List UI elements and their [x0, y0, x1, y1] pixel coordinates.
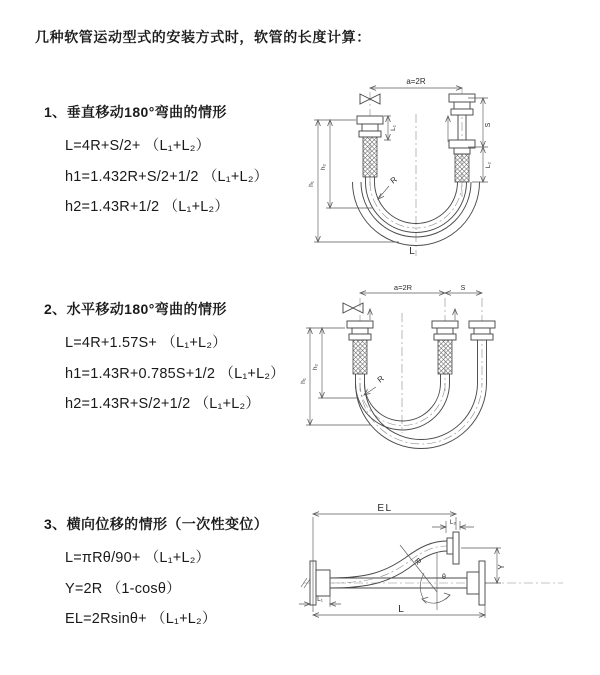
flange	[347, 321, 373, 328]
dim-label-h2: h₂	[320, 163, 327, 171]
dim-label-theta: θ	[442, 574, 446, 581]
section-1-heading: 1、垂直移动180°弯曲的情形	[44, 104, 227, 120]
page-title: 几种软管运动型式的安装方式时，软管的长度计算：	[35, 29, 371, 45]
dimensions	[300, 283, 482, 425]
section-3-heading: 3、横向位移的情形（一次性变位）	[44, 516, 269, 532]
dim-label-a2r: a=2R	[393, 283, 413, 292]
dim-label-length: L	[398, 604, 404, 615]
braided-hose-section	[353, 340, 367, 374]
formula-length: L=4R+1.57S+ （L₁+L₂）	[65, 335, 227, 351]
formula-h2: h2=1.43R+1/2 （L₁+L₂）	[65, 199, 230, 215]
dim-label-l1: L₁	[317, 596, 323, 603]
flange	[447, 538, 453, 554]
dim-label-radius: R	[412, 556, 424, 567]
dim-label-radius: R	[375, 373, 386, 385]
formula-el: EL=2Rsinθ+ （L₁+L₂）	[65, 611, 217, 627]
dim-label-h1: h₁	[308, 181, 315, 187]
formula-h1: h1=1.43R+0.785S+1/2 （L₁+L₂）	[65, 365, 285, 382]
formula-h1: h1=1.432R+S/2+1/2 （L₁+L₂）	[65, 168, 269, 185]
section-lateral-displacement	[44, 514, 314, 635]
dim-label-h2: h₂	[312, 363, 319, 371]
dim-label-y: Y	[497, 564, 506, 570]
hose-geometry	[301, 532, 485, 605]
dim-label-s: S	[485, 122, 492, 128]
section-1-formulas	[65, 131, 314, 223]
diagram-lateral-displacement	[295, 500, 590, 660]
dim-label-a2r: a=2R	[406, 77, 426, 86]
dim-label-l1: L₁	[390, 125, 397, 131]
section-vertical-bend	[44, 102, 314, 223]
formula-h2: h2=1.43R+S/2+1/2 （L₁+L₂）	[65, 396, 261, 412]
formula-y: Y=2R （1-cosθ）	[65, 580, 181, 597]
centerlines	[360, 298, 482, 444]
formula-length: L=πRθ/90+ （L₁+L₂）	[65, 550, 211, 566]
hose-geometry	[343, 303, 495, 449]
centerlines	[370, 88, 462, 256]
dim-label-el: EL	[377, 503, 393, 514]
dim-label-h1: h₁	[300, 378, 307, 384]
dimensions	[299, 503, 506, 618]
braided-hose-section	[363, 137, 377, 177]
section-2-heading: 2、水平移动180°弯曲的情形	[44, 301, 227, 317]
diagram-vertical-bend	[300, 70, 570, 268]
section-2-formulas	[65, 328, 314, 420]
flange	[469, 321, 495, 328]
valve-icon	[343, 303, 363, 313]
braided-hose-section	[455, 154, 469, 182]
section-horizontal-bend	[44, 299, 314, 420]
flange	[432, 321, 458, 328]
dim-label-s: S	[460, 285, 466, 292]
braided-hose-section	[438, 340, 452, 374]
diagram-horizontal-bend	[295, 283, 585, 458]
dim-label-radius: R	[388, 174, 399, 186]
formula-length: L=4R+S/2+ （L₁+L₂）	[65, 138, 211, 154]
dim-label-l2: L₂	[449, 519, 457, 526]
flange	[467, 572, 479, 594]
section-3-formulas	[65, 543, 314, 635]
flange	[357, 116, 383, 124]
dim-label-length: L	[409, 246, 415, 257]
dim-label-l2: L₂	[485, 161, 492, 169]
